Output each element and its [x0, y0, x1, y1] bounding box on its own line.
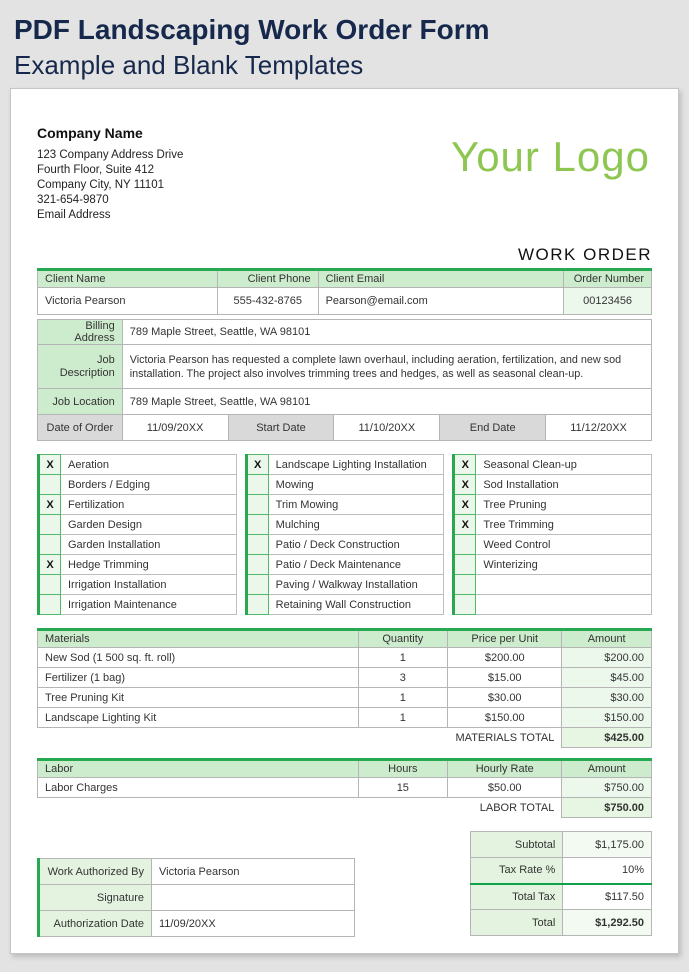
end-date-label: End Date	[440, 415, 546, 441]
service-row	[246, 495, 444, 515]
order-number-field[interactable]: 00123456	[564, 288, 652, 315]
service-checkbox[interactable]	[39, 475, 61, 495]
material-quantity-field[interactable]: 3	[358, 668, 448, 688]
job-location-label: Job Location	[38, 389, 123, 415]
subtotal-value: $1,175.00	[563, 832, 652, 858]
service-label: Trim Mowing	[268, 495, 444, 515]
service-checkbox[interactable]: X	[39, 495, 61, 515]
material-row	[38, 648, 652, 668]
service-label: Weed Control	[476, 535, 652, 555]
client-name-header: Client Name	[38, 270, 218, 288]
service-row	[246, 575, 444, 595]
material-row	[38, 668, 652, 688]
material-amount-value: $150.00	[562, 708, 652, 728]
work-authorized-by-label: Work Authorized By	[39, 859, 152, 885]
service-label: Mulching	[268, 515, 444, 535]
service-row	[39, 515, 237, 535]
service-label: Garden Installation	[61, 535, 237, 555]
company-email: Email Address	[37, 209, 111, 221]
work-authorized-by-field[interactable]: Victoria Pearson	[152, 859, 355, 885]
service-row	[454, 555, 652, 575]
service-row	[246, 595, 444, 615]
authorization-date-label: Authorization Date	[39, 911, 152, 937]
service-label: Patio / Deck Maintenance	[268, 555, 444, 575]
order-number-header: Order Number	[564, 270, 652, 288]
job-info-table	[37, 319, 652, 441]
service-label: Sod Installation	[476, 475, 652, 495]
material-name-field[interactable]: Landscape Lighting Kit	[38, 708, 359, 728]
material-price-field[interactable]: $30.00	[448, 688, 562, 708]
materials-header: Materials	[38, 630, 359, 648]
signature-field[interactable]	[152, 885, 355, 911]
document-header	[37, 125, 652, 223]
service-row	[39, 595, 237, 615]
tax-rate-label: Tax Rate %	[471, 858, 563, 884]
total-tax-value: $117.50	[563, 884, 652, 910]
service-checkbox[interactable]	[246, 595, 268, 615]
service-row	[246, 535, 444, 555]
service-checkbox[interactable]	[39, 515, 61, 535]
client-phone-header: Client Phone	[217, 270, 318, 288]
service-label: Landscape Lighting Installation	[268, 455, 444, 475]
service-checkbox[interactable]	[454, 535, 476, 555]
page-title: PDF Landscaping Work Order Form	[14, 14, 490, 45]
service-row	[39, 575, 237, 595]
service-checkbox[interactable]	[246, 575, 268, 595]
service-checkbox[interactable]	[246, 495, 268, 515]
authorization-date-field[interactable]: 11/09/20XX	[152, 911, 355, 937]
page-header	[0, 0, 689, 88]
service-checkbox[interactable]	[246, 535, 268, 555]
service-row	[246, 555, 444, 575]
service-checkbox[interactable]: X	[39, 555, 61, 575]
material-quantity-field[interactable]: 1	[358, 688, 448, 708]
company-address-line: Fourth Floor, Suite 412	[37, 164, 154, 176]
end-date-field[interactable]: 11/12/20XX	[546, 415, 652, 441]
material-quantity-field[interactable]: 1	[358, 648, 448, 668]
service-label	[476, 575, 652, 595]
service-row	[39, 535, 237, 555]
service-checkbox[interactable]: X	[454, 515, 476, 535]
job-description-label: Job Description	[38, 345, 123, 389]
materials-total-label: MATERIALS TOTAL	[38, 728, 562, 748]
service-checkbox[interactable]	[39, 595, 61, 615]
price-per-unit-header: Price per Unit	[448, 630, 562, 648]
date-of-order-label: Date of Order	[38, 415, 123, 441]
company-phone: 321-654-9870	[37, 194, 109, 206]
service-row	[454, 575, 652, 595]
service-label	[476, 595, 652, 615]
hourly-rate-header: Hourly Rate	[448, 760, 562, 778]
service-label: Aeration	[61, 455, 237, 475]
labor-hours-field[interactable]: 15	[358, 778, 448, 798]
material-name-field[interactable]: New Sod (1 500 sq. ft. roll)	[38, 648, 359, 668]
company-block	[37, 125, 183, 223]
material-row	[38, 708, 652, 728]
hours-header: Hours	[358, 760, 448, 778]
service-row	[39, 475, 237, 495]
labor-amount-header: Amount	[562, 760, 652, 778]
service-label: Irrigation Installation	[61, 575, 237, 595]
signature-label: Signature	[39, 885, 152, 911]
labor-rate-field[interactable]: $50.00	[448, 778, 562, 798]
service-row	[39, 555, 237, 575]
service-row	[39, 455, 237, 475]
service-checkbox[interactable]	[246, 475, 268, 495]
billing-address-label: Billing Address	[38, 320, 123, 345]
service-row	[454, 495, 652, 515]
company-name: Company Name	[37, 125, 143, 141]
service-row	[246, 455, 444, 475]
client-name-field[interactable]: Victoria Pearson	[38, 288, 218, 315]
labor-row	[38, 778, 652, 798]
material-price-field[interactable]: $200.00	[448, 648, 562, 668]
subtotal-label: Subtotal	[471, 832, 563, 858]
company-logo-placeholder: Your Logo	[451, 133, 650, 180]
material-amount-value: $30.00	[562, 688, 652, 708]
material-amount-value: $45.00	[562, 668, 652, 688]
service-label: Paving / Walkway Installation	[268, 575, 444, 595]
job-location-field[interactable]: 789 Maple Street, Seattle, WA 98101	[122, 389, 651, 415]
service-checkbox[interactable]: X	[39, 455, 61, 475]
service-checkbox[interactable]	[246, 555, 268, 575]
service-row	[39, 495, 237, 515]
total-tax-label: Total Tax	[471, 884, 563, 910]
quantity-header: Quantity	[358, 630, 448, 648]
materials-total-value: $425.00	[562, 728, 652, 748]
labor-amount-value: $750.00	[562, 778, 652, 798]
material-name-field[interactable]: Tree Pruning Kit	[38, 688, 359, 708]
services-column	[37, 454, 237, 615]
start-date-field[interactable]: 11/10/20XX	[334, 415, 440, 441]
service-checkbox[interactable]: X	[246, 455, 268, 475]
materials-table	[37, 628, 652, 748]
bottom-section	[37, 831, 652, 937]
material-amount-value: $200.00	[562, 648, 652, 668]
service-label: Seasonal Clean-up	[476, 455, 652, 475]
totals-block	[470, 831, 652, 937]
service-checkbox[interactable]: X	[454, 495, 476, 515]
material-name-field[interactable]: Fertilizer (1 bag)	[38, 668, 359, 688]
service-label: Patio / Deck Construction	[268, 535, 444, 555]
service-label: Irrigation Maintenance	[61, 595, 237, 615]
service-label: Hedge Trimming	[61, 555, 237, 575]
service-row	[454, 515, 652, 535]
company-address-line: 123 Company Address Drive	[37, 149, 184, 161]
date-of-order-field[interactable]: 11/09/20XX	[122, 415, 228, 441]
services-column	[452, 454, 652, 615]
client-email-header: Client Email	[318, 270, 564, 288]
work-order-document	[10, 88, 679, 954]
labor-table	[37, 758, 652, 818]
client-table	[37, 268, 652, 315]
amount-header: Amount	[562, 630, 652, 648]
work-order-heading: WORK ORDER	[518, 245, 652, 264]
service-checkbox[interactable]: X	[454, 455, 476, 475]
services-grid	[37, 454, 652, 615]
labor-name-field[interactable]: Labor Charges	[38, 778, 359, 798]
total-value: $1,292.50	[563, 910, 652, 936]
company-address	[37, 148, 183, 223]
tax-rate-field[interactable]: 10%	[563, 858, 652, 884]
material-quantity-field[interactable]: 1	[358, 708, 448, 728]
service-checkbox[interactable]	[454, 595, 476, 615]
start-date-label: Start Date	[228, 415, 334, 441]
service-label: Tree Pruning	[476, 495, 652, 515]
service-checkbox[interactable]	[39, 575, 61, 595]
company-address-line: Company City, NY 11101	[37, 179, 164, 191]
material-row	[38, 688, 652, 708]
labor-total-value: $750.00	[562, 798, 652, 818]
total-label: Total	[471, 910, 563, 936]
service-row	[246, 475, 444, 495]
client-phone-field[interactable]: 555-432-8765	[217, 288, 318, 315]
service-checkbox[interactable]	[454, 575, 476, 595]
service-row	[454, 535, 652, 555]
service-row	[454, 595, 652, 615]
service-checkbox[interactable]	[39, 535, 61, 555]
service-label: Borders / Edging	[61, 475, 237, 495]
service-checkbox[interactable]	[454, 555, 476, 575]
service-label: Retaining Wall Construction	[268, 595, 444, 615]
service-label: Mowing	[268, 475, 444, 495]
service-label: Winterizing	[476, 555, 652, 575]
service-label: Garden Design	[61, 515, 237, 535]
service-row	[246, 515, 444, 535]
job-description-field[interactable]: Victoria Pearson has requested a complete lawn overhaul, including aeration, fertilization, and new sod installation. The project also involves trimming trees and hedges, as well as seasonal clean-up.	[122, 345, 651, 389]
service-checkbox[interactable]: X	[454, 475, 476, 495]
service-label: Fertilization	[61, 495, 237, 515]
service-checkbox[interactable]	[246, 515, 268, 535]
page-subtitle: Example and Blank Templates	[14, 50, 364, 80]
labor-header: Labor	[38, 760, 359, 778]
billing-address-field[interactable]: 789 Maple Street, Seattle, WA 98101	[122, 320, 651, 345]
material-price-field[interactable]: $150.00	[448, 708, 562, 728]
service-row	[454, 455, 652, 475]
service-label: Tree Trimming	[476, 515, 652, 535]
authorization-block	[37, 858, 355, 937]
services-column	[245, 454, 445, 615]
service-row	[454, 475, 652, 495]
material-price-field[interactable]: $15.00	[448, 668, 562, 688]
client-email-field[interactable]: Pearson@email.com	[318, 288, 564, 315]
labor-total-label: LABOR TOTAL	[38, 798, 562, 818]
